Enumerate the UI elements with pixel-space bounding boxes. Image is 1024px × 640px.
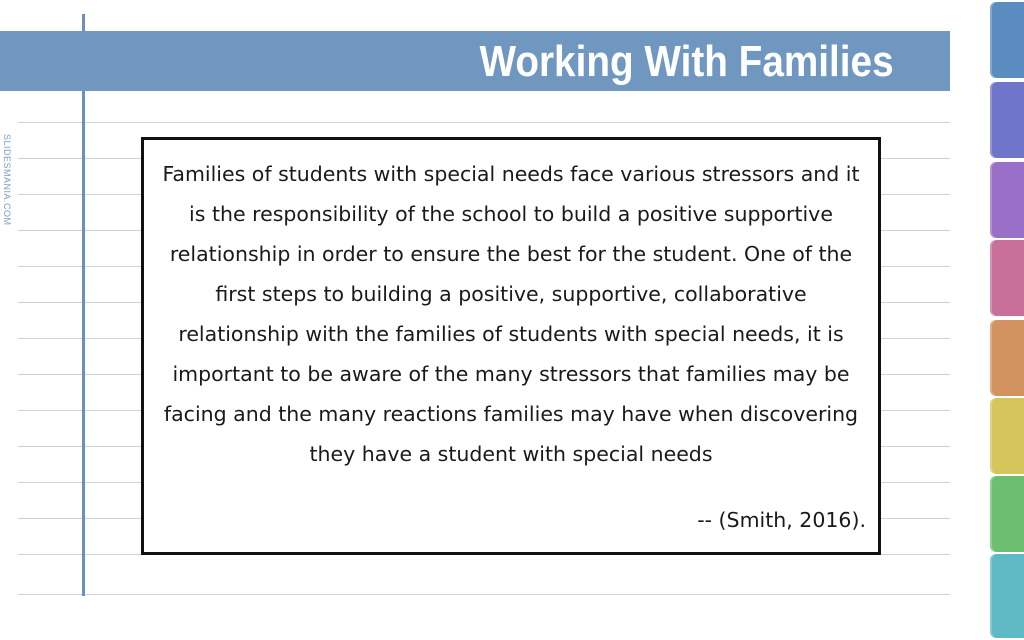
page-title: Working With Families	[479, 37, 894, 86]
tab-8[interactable]	[990, 554, 1024, 638]
tab-4[interactable]	[990, 240, 1024, 316]
tab-7[interactable]	[990, 476, 1024, 552]
tab-5[interactable]	[990, 320, 1024, 396]
tab-6[interactable]	[990, 398, 1024, 474]
ruled-line	[18, 122, 950, 123]
quote-citation: -- (Smith, 2016).	[697, 508, 866, 532]
title-band	[0, 31, 950, 91]
side-credit: SLIDESMANIA.COM	[2, 134, 12, 226]
quote-box	[141, 137, 881, 555]
ruled-line	[18, 594, 950, 595]
margin-line	[82, 14, 85, 596]
tab-3[interactable]	[990, 162, 1024, 238]
tab-1[interactable]	[990, 2, 1024, 78]
notebook-tabs	[990, 0, 1024, 640]
tab-2[interactable]	[990, 82, 1024, 158]
quote-text: Families of students with special needs face various stressors and it is the responsibility of the school to build a positive supportive relationship in order to ensure the best for the student. One of the first steps to building a positive, supportive, collaborative relationship with the families of students with special needs, it is important to be aware of the many stressors that families may be facing and the many reactions families may have when discovering they have a student with special needs	[162, 162, 860, 466]
